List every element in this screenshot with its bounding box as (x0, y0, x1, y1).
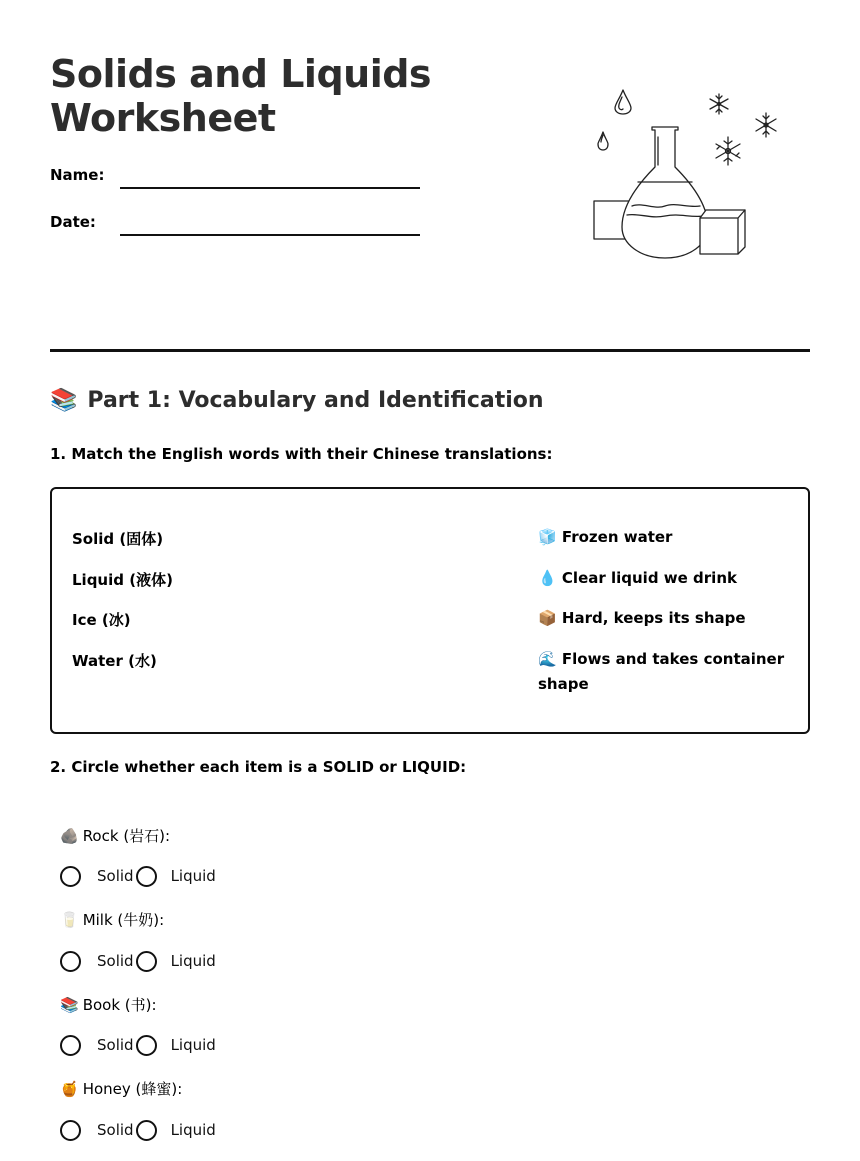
wave-icon: 🌊 (538, 650, 557, 668)
choice-solid-label: Solid (97, 1121, 134, 1139)
term-liquid[interactable]: Liquid (液体) (72, 571, 173, 589)
name-line[interactable] (120, 187, 420, 189)
choice-liquid-label: Liquid (170, 1036, 216, 1054)
droplet-icon: 💧 (538, 569, 557, 587)
matching-box (50, 487, 810, 734)
radio-solid[interactable] (60, 1120, 81, 1141)
radio-solid[interactable] (60, 1035, 81, 1056)
snowflake-icon (756, 113, 776, 137)
radio-liquid[interactable] (136, 1120, 157, 1141)
term-water[interactable]: Water (水) (72, 652, 157, 670)
question-2: 2. Circle whether each item is a SOLID or LIQUID: (50, 758, 467, 776)
definition-text: Flows and takes container shape (538, 650, 785, 693)
item-label: Honey (蜂蜜): (82, 1080, 183, 1098)
choice-solid-label: Solid (97, 952, 134, 970)
radio-solid[interactable] (60, 951, 81, 972)
worksheet-title: Solids and Liquids Worksheet (50, 52, 432, 140)
milk-glass-icon: 🥛 (60, 910, 79, 929)
radio-solid[interactable] (60, 866, 81, 887)
term-solid[interactable]: Solid (固体) (72, 530, 164, 548)
rock-icon: 🪨 (60, 826, 79, 845)
date-label: Date: (50, 213, 96, 231)
question-1: 1. Match the English words with their Chinese translations: (50, 445, 553, 463)
choice-liquid-label: Liquid (170, 867, 216, 885)
definition-hard-shape[interactable] (538, 606, 788, 631)
definition-text: Hard, keeps its shape (561, 609, 746, 627)
radio-liquid[interactable] (136, 866, 157, 887)
radio-liquid[interactable] (136, 1035, 157, 1056)
item-label: Rock (岩石): (82, 827, 171, 845)
honey-pot-icon: 🍯 (60, 1079, 79, 1098)
item-label: Milk (牛奶): (82, 911, 165, 929)
snowflake-icon (710, 94, 728, 114)
item-label: Book (书): (82, 996, 157, 1014)
item-rock (60, 825, 170, 846)
books-icon: 📚 (60, 995, 79, 1014)
item-milk (60, 909, 164, 930)
choice-row-rock (60, 863, 218, 889)
water-drop-icon (615, 90, 631, 114)
definition-text: Clear liquid we drink (561, 569, 737, 587)
choice-solid-label: Solid (97, 867, 134, 885)
definition-frozen-water[interactable] (538, 525, 788, 550)
term-ice[interactable]: Ice (冰) (72, 611, 131, 629)
choice-row-book (60, 1032, 218, 1058)
date-line[interactable] (120, 234, 420, 236)
choice-liquid-label: Liquid (170, 952, 216, 970)
ice-cube-icon (700, 210, 745, 254)
choice-row-honey (60, 1117, 218, 1143)
definition-clear-liquid[interactable] (538, 566, 788, 591)
definition-flows[interactable] (538, 647, 788, 697)
name-label: Name: (50, 166, 105, 184)
flask-ice-drops-illustration (580, 82, 790, 272)
choice-row-milk (60, 948, 218, 974)
radio-liquid[interactable] (136, 951, 157, 972)
part1-title: Part 1: Vocabulary and Identification (87, 388, 544, 413)
choice-solid-label: Solid (97, 1036, 134, 1054)
item-book (60, 994, 157, 1015)
ice-cube-emoji-icon: 🧊 (538, 528, 557, 546)
flask-icon (622, 127, 708, 258)
books-icon: 📚 (50, 388, 78, 413)
item-honey (60, 1078, 182, 1099)
part1-heading (50, 388, 544, 413)
header-divider (50, 349, 810, 352)
water-drop-icon (598, 132, 608, 150)
definition-text: Frozen water (561, 528, 673, 546)
choice-liquid-label: Liquid (170, 1121, 216, 1139)
package-icon: 📦 (538, 609, 557, 627)
snowflake-icon (716, 137, 740, 165)
